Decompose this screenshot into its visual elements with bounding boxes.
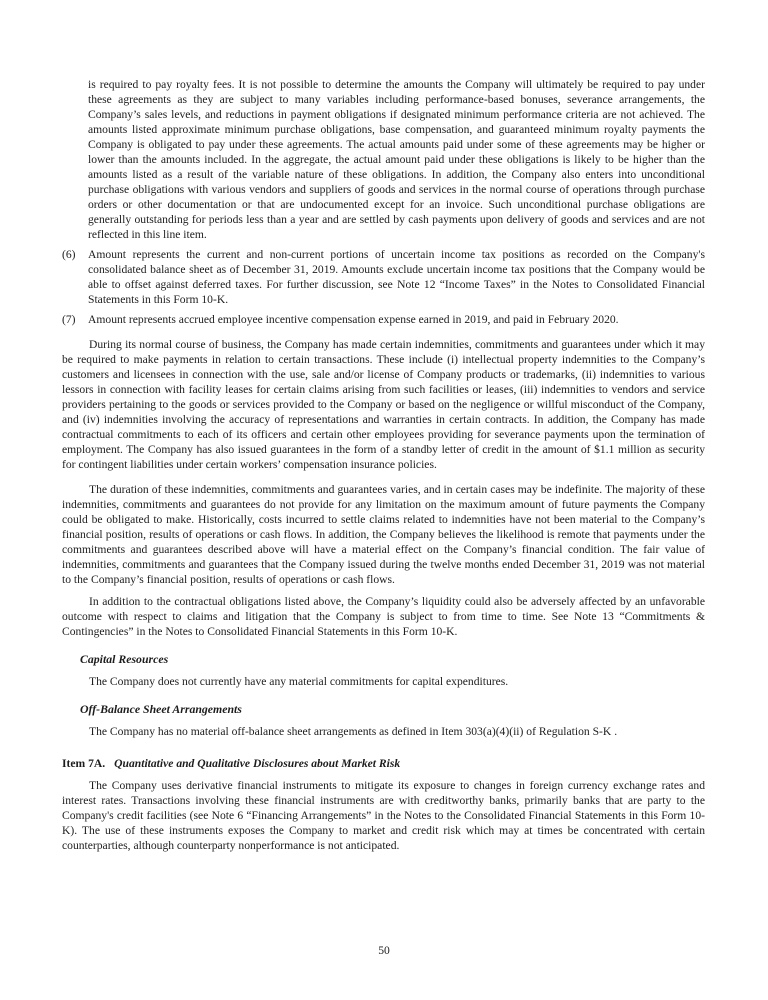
note-7-text: Amount represents accrued employee incentive compensation expense earned in 2019, and paid in February 2020. [88, 313, 619, 326]
paragraph-market-risk: The Company uses derivative financial instruments to mitigate its exposure to changes in foreign currency exchange rates and interest rates. Transactions involving these financial instruments are with creditworthy banks, primarily banks that are party to the Company's credit facilities (see Note 6 “Financing Arrangements” in the Notes to the Consolidated Financial Statements in this Form 10-K). The use of these instruments exposes the Company to market and credit risk which may at times be concentrated with certain counterparties, although counterparty nonperformance is not anticipated. [62, 779, 705, 852]
note-6-marker: (6) [62, 248, 76, 261]
paragraph-off-balance-sheet: The Company has no material off-balance sheet arrangements as defined in Item 303(a)(4)(ii) of Regulation S-K . [89, 725, 618, 738]
note-continuation-text: is required to pay royalty fees. It is not possible to determine the amounts the Company will ultimately be required to pay under these agreements as they are subject to many variables including performance-based bonuses, severance arrangements, the Company’s sales levels, and reductions in payment obligations if designated minimum performance criteria are not achieved. The amounts listed approximate minimum purchase obligations, base compensation, and guaranteed minimum royalty payments the Company is obligated to pay under these agreements. The actual amounts paid under some of these agreements may be higher or lower than the amounts included. In the aggregate, the actual amount paid under these obligations is likely to be higher than the amounts listed as a result of the variable nature of these obligations. In addition, the Company also enters into unconditional purchase obligations with various vendors and suppliers of goods and services in the normal course of operations through purchase orders or other documentation or that are undocumented except for an invoice. Such unconditional purchase obligations are generally outstanding for periods less than a year and are settled by cash payments upon delivery of goods and services and are not reflected in this line item. [88, 78, 705, 241]
note-item-6 [62, 247, 705, 307]
page-number: 50 [378, 944, 390, 957]
item-7a-title: Quantitative and Qualitative Disclosures about Market Risk [114, 757, 401, 770]
heading-item-7a [62, 756, 705, 771]
note-6-text: Amount represents the current and non-current portions of uncertain income tax positions as recorded on the Company's consolidated balance sheet as of December 31, 2019. Amounts exclude uncertain income tax positions that the Company would be able to offset against deferred taxes. For further discussion, see Note 12 “Income Taxes” in the Notes to Consolidated Financial Statements in this Form 10-K. [88, 248, 705, 306]
item-7a-label: Item 7A. [62, 757, 106, 770]
paragraph-duration: The duration of these indemnities, commitments and guarantees varies, and in certain cases may be indefinite. The majority of these indemnities, commitments and guarantees do not provide for any limitation on the maximum amount of future payments the Company could be obligated to make. Historically, costs incurred to settle claims related to indemnities have not been material to the Company’s financial position, results of operations or cash flows. In addition, the Company believes the likelihood is remote that payments under the commitments and guarantees described above will have a material effect on the Company’s financial condition. The fair value of indemnities, commitments and guarantees that the Company issued during the twelve months ended December 31, 2019 was not material to the Company’s financial position, results of operations or cash flows. [62, 483, 705, 586]
paragraph-capital-resources: The Company does not currently have any material commitments for capital expenditures. [89, 675, 509, 688]
heading-capital-resources: Capital Resources [80, 652, 169, 666]
note-7-marker: (7) [62, 313, 76, 326]
note-item-7 [62, 312, 705, 327]
paragraph-liquidity: In addition to the contractual obligations listed above, the Company’s liquidity could also be adversely affected by an unfavorable outcome with respect to claims and litigation that the Company is subject to from time to time. See Note 13 “Commitments & Contingencies” in the Notes to Consolidated Financial Statements in this Form 10-K. [62, 595, 705, 638]
heading-off-balance-sheet: Off-Balance Sheet Arrangements [80, 702, 242, 716]
paragraph-indemnities: During its normal course of business, the Company has made certain indemnities, commitments and guarantees under which it may be required to make payments in relation to certain transactions. These include (i) intellectual property indemnities to the Company’s customers and licensees in connection with the use, sale and/or license of Company products or trademarks, (ii) indemnities to various lessors in connection with facility leases for certain claims arising from such facilities or leases, (iii) indemnities to vendors and service providers pertaining to the goods or services provided to the Company or based on the negligence or willful misconduct of the Company, and (iv) indemnities involving the accuracy of representations and warranties in certain contracts. In addition, the Company has made contractual commitments to each of its officers and certain other employees providing for severance payments upon the termination of employment. The Company has also issued guarantees in the form of a standby letter of credit in the amount of $1.1 million as security for contingent liabilities under certain workers’ compensation insurance policies. [62, 338, 705, 471]
